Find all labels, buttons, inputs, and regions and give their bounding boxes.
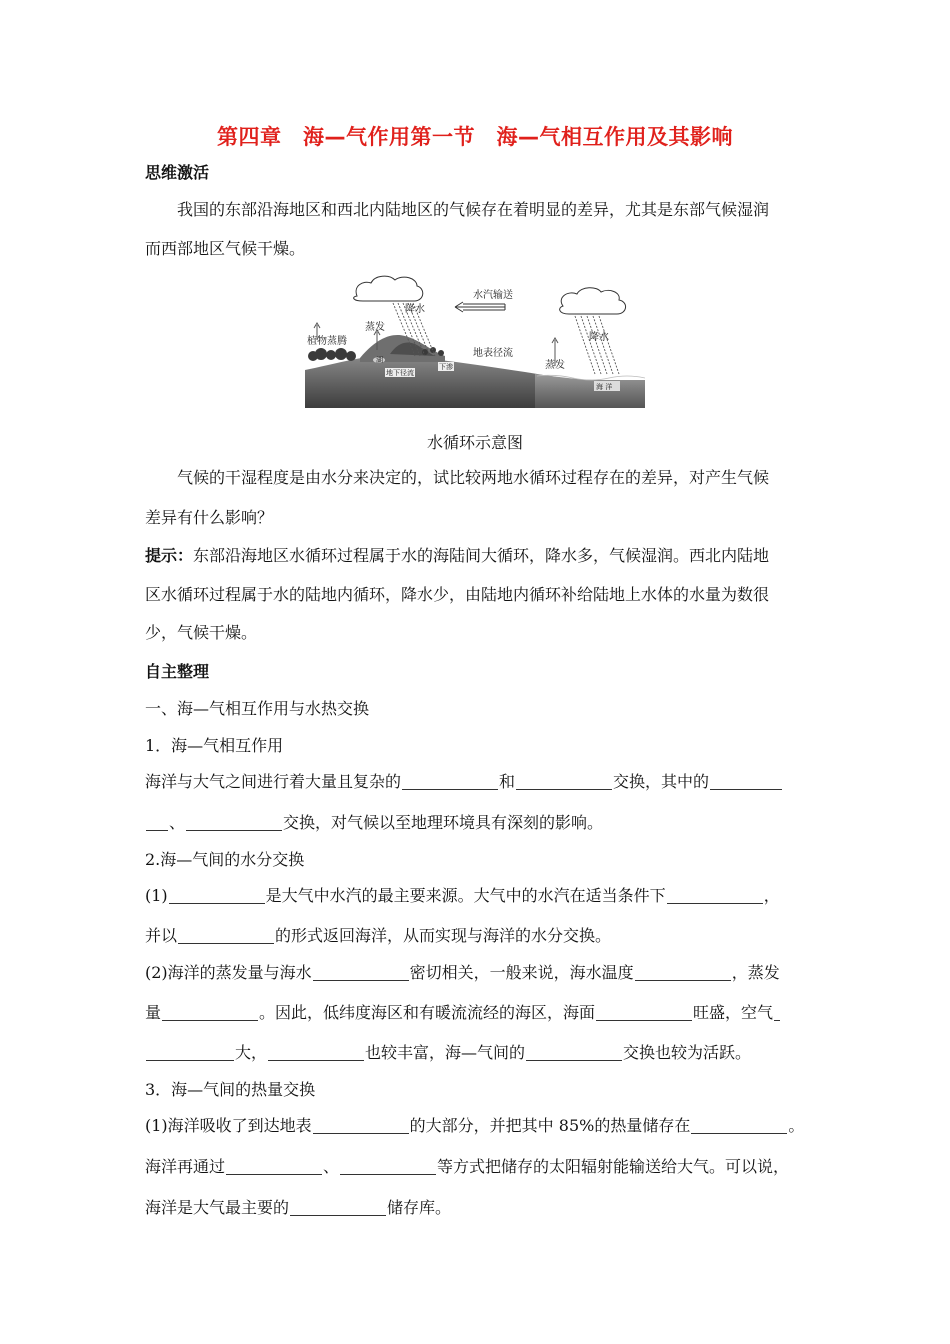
fill-blank[interactable] [516,773,612,790]
fill-blank[interactable] [268,1044,364,1061]
sub3-line-1: (1)海洋吸收了到达地表 的大部分，并把其中 85%的热量储存在 。 [145,1116,805,1135]
sub2-p2-line-3: 大， 也较丰富，海—气间的 交换也较为活跃。 [145,1042,810,1064]
figure-caption: 水循环示意图 [426,433,523,452]
sub2-p2-line-1: (2)海洋的蒸发量与海水 密切相关，一般来说，海水温度 ，蒸发 [145,963,780,982]
sub3-line-3: 海洋是大气最主要的 储存库。 [145,1198,452,1217]
hint-line-1 [145,545,810,567]
sub-3-heading: 3．海—气间的热量交换 [145,1080,316,1099]
hint-text-1: 东部沿海地区水循环过程属于水的海陆间大循环，降水多，气候湿润。西北内陆地 [193,546,770,565]
label-vapor-transport: 水汽输送 [473,290,513,301]
sub2-p1-line-1: (1) 是大气中水汽的最主要来源。大气中的水汽在适当条件下 ， [145,886,780,905]
fill-blank[interactable] [774,1004,780,1021]
label-surface-runoff: 地表径流 [473,348,513,359]
label-precip-right: 降水 [589,332,609,343]
label-infiltration: 下渗 [439,363,453,371]
label-transpiration: 植物蒸腾 [307,336,347,347]
fill-blank[interactable] [402,773,498,790]
fill-blank[interactable] [226,1158,322,1175]
intro-line-1: 我国的东部沿海地区和西北内陆地区的气候存在着明显的差异，尤其是东部气候湿润 [177,200,770,219]
fill-blank[interactable] [313,1117,409,1134]
intro-line-2: 而西部地区气候干燥。 [145,239,306,258]
fill-blank[interactable] [186,814,282,831]
fill-blank[interactable] [596,1004,692,1021]
part-1-heading: 一、海—气相互作用与水热交换 [145,699,370,718]
section-heading-self-study: 自主整理 [145,662,210,681]
hint-label: 提示： [145,546,194,565]
fill-blank[interactable] [146,814,168,831]
fill-blank[interactable] [290,1199,386,1216]
fill-blank[interactable] [526,1044,622,1061]
sub-1-heading: 1．海—气相互作用 [145,736,284,755]
question-line-1: 气候的干湿程度是由水分来决定的，试比较两地水循环过程存在的差异，对产生气候 [177,468,770,487]
water-cycle-diagram [305,270,645,408]
fill-blank[interactable] [162,1004,258,1021]
hint-line-2: 区水循环过程属于水的陆地内循环，降水少，由陆地内循环补给陆地上水体的水量为数很 [145,585,770,604]
sub-2-heading: 2.海—气间的水分交换 [145,850,305,869]
label-evap-left: 蒸发 [365,322,385,333]
hint-line-3: 少，气候干燥。 [145,623,258,642]
sub1-line-1: 海洋与大气之间进行着大量且复杂的 和 交换，其中的 [145,771,810,793]
fill-blank[interactable] [710,773,782,790]
fill-blank[interactable] [178,927,274,944]
label-groundwater: 地下径流 [386,369,414,377]
fill-blank[interactable] [313,964,409,981]
fill-blank[interactable] [169,887,265,904]
sub3-line-2: 海洋再通过 、 等方式把储存的太阳辐射能输送给大气。可以说， [145,1157,790,1176]
sub2-p1-line-2: 并以 的形式返回海洋，从而实现与海洋的水分交换。 [145,926,612,945]
fill-blank[interactable] [635,964,731,981]
sub2-p2-line-2: 量 。因此，低纬度海区和有暖流流经的海区，海面 旺盛，空气 [145,1002,810,1024]
label-ocean: 海 洋 [596,383,613,391]
fill-blank[interactable] [691,1117,787,1134]
page-title: 第四章 海—气作用第一节 海—气相互作用及其影响 [217,125,733,149]
label-lake: 湖 [376,356,383,364]
label-evap-right: 蒸发 [545,360,565,371]
fill-blank[interactable] [340,1158,436,1175]
label-precip-left: 降水 [405,304,425,315]
sub1-line-2: 、 交换，对气候以至地理环境具有深刻的影响。 [145,812,810,834]
section-heading-thinking: 思维激活 [145,163,210,182]
fill-blank[interactable] [146,1044,234,1061]
question-line-2: 差异有什么影响？ [145,508,274,527]
fill-blank[interactable] [667,887,763,904]
